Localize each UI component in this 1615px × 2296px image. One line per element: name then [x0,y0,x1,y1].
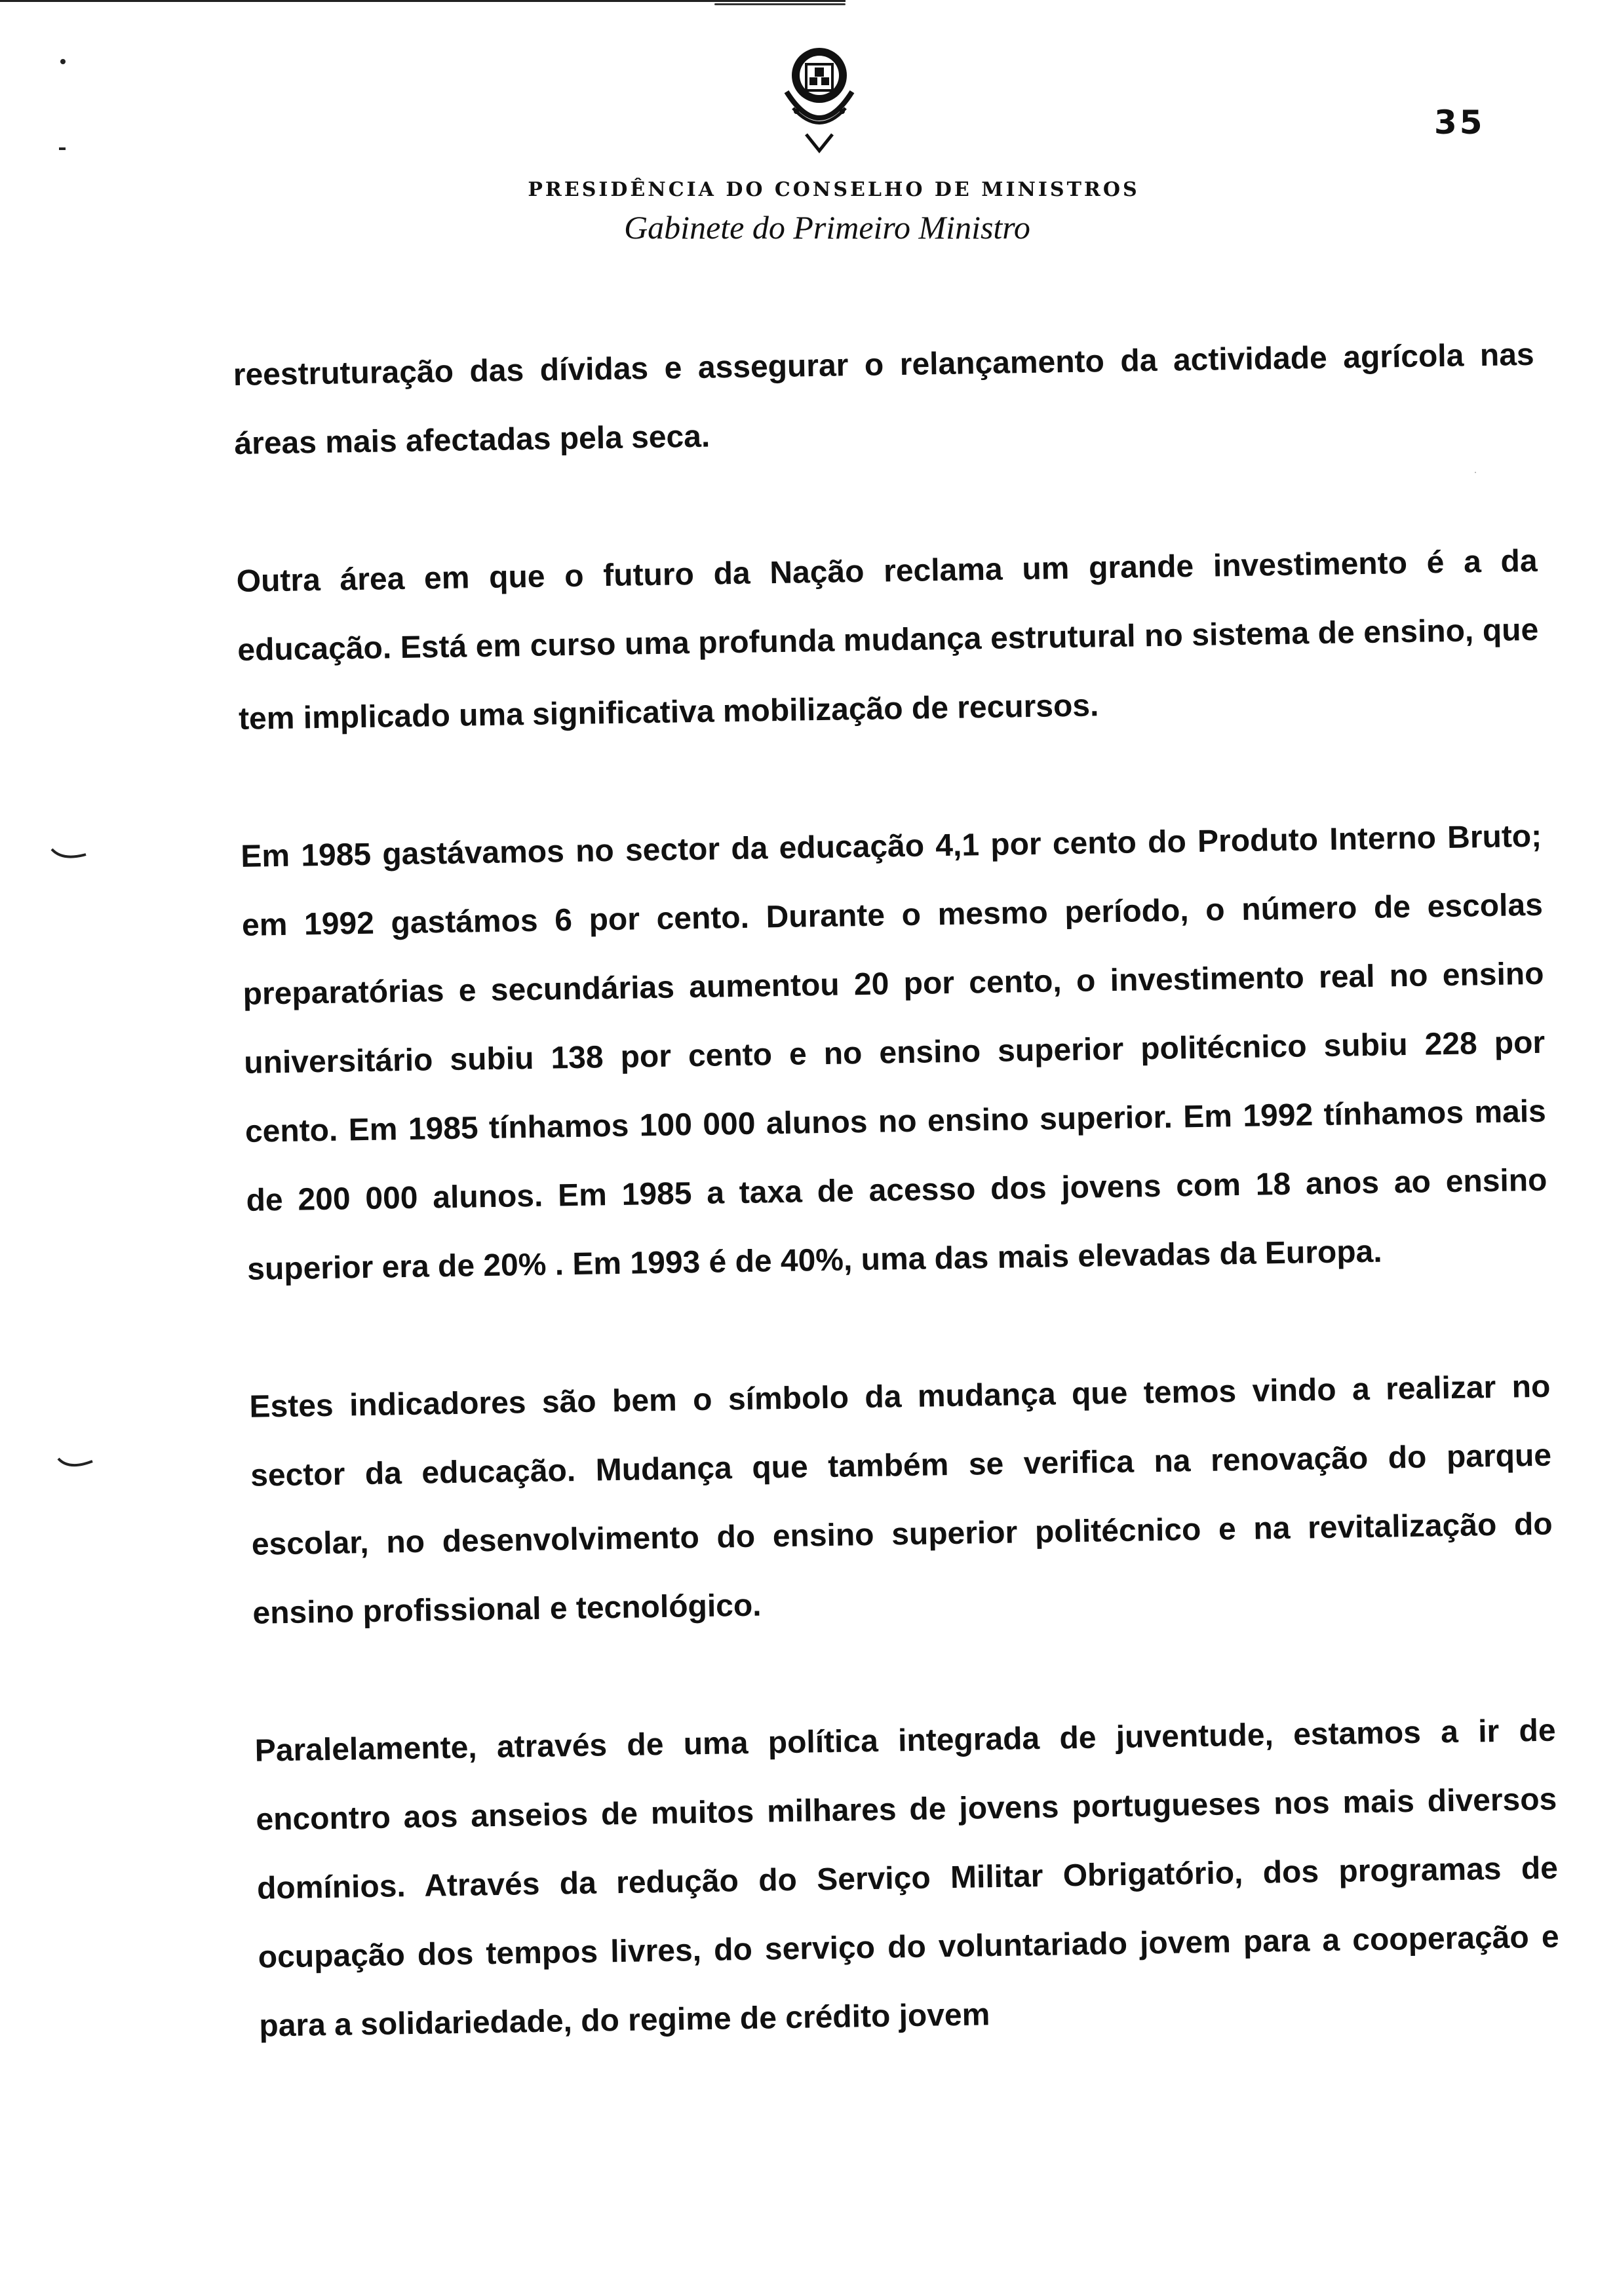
paragraph: Paralelamente, através de uma política integrada de juventude, estamos a ir de encontro aos anseios de muitos milhares de jovens portugueses nos mais diversos domínios. Através da redução do Serviço Militar Obrigatório, dos programas de ocupação dos tempos livres, do serviço do voluntariado jovem para a cooperação e para a solidariedade, do regime de crédito jovem [254,1713,1559,2044]
paragraph: Estes indicadores são bem o símbolo da mudança que temos vindo a realizar no sector da educação. Mudança que também se verifica na renovação do parque escolar, no desenvolvimento do ensino superior politécnico e na revitalização do ensino profissional e tecnológico. [249,1369,1553,1631]
letterhead-subtitle: Gabinete do Primeiro Ministro [624,209,1030,246]
scan-speck [59,147,66,150]
scan-edge-line [0,0,846,2]
scan-edge-mark [714,3,846,5]
coat-of-arms-emblem [777,46,862,177]
document-body [233,320,1561,2061]
letterhead-title: PRESIDÊNCIA DO CONSELHO DE MINISTROS [528,178,1140,201]
scan-speck [1475,472,1476,473]
scan-speck [60,59,66,64]
paragraph: reestruturação das dívidas e assegurar o relançamento da actividade agrícola nas áreas mais afectadas pela seca. [233,337,1534,461]
margin-check-mark [49,845,88,865]
paragraph: Em 1985 gastávamos no sector da educação 4,1 por cento do Produto Interno Bruto; em 1992 gastámos 6 por cento. Durante o mesmo período, o número de escolas preparatórias e secundárias aumentou 20 por cento, o investimento real no ensino universitário subiu 138 por cento e no ensino superior politécnico subiu 228 por cento. Em 1985 tínhamos 100 000 alunos no ensino superior. Em 1992 tínhamos mais de 200 000 alunos. Em 1985 a taxa de acesso dos jovens com 18 anos ao ensino superior era de 20% . Em 1993 é de 40%, uma das mais elevadas da Europa. [240,818,1547,1287]
paragraph: Outra área em que o futuro da Nação reclama um grande investimento é a da educação. Está em curso uma profunda mudança estrutural no sistema de ensino, que tem implicado uma significativa mobilização de recursos. [236,543,1539,737]
page-number: 35 [1434,104,1485,142]
margin-check-mark [56,1455,95,1474]
